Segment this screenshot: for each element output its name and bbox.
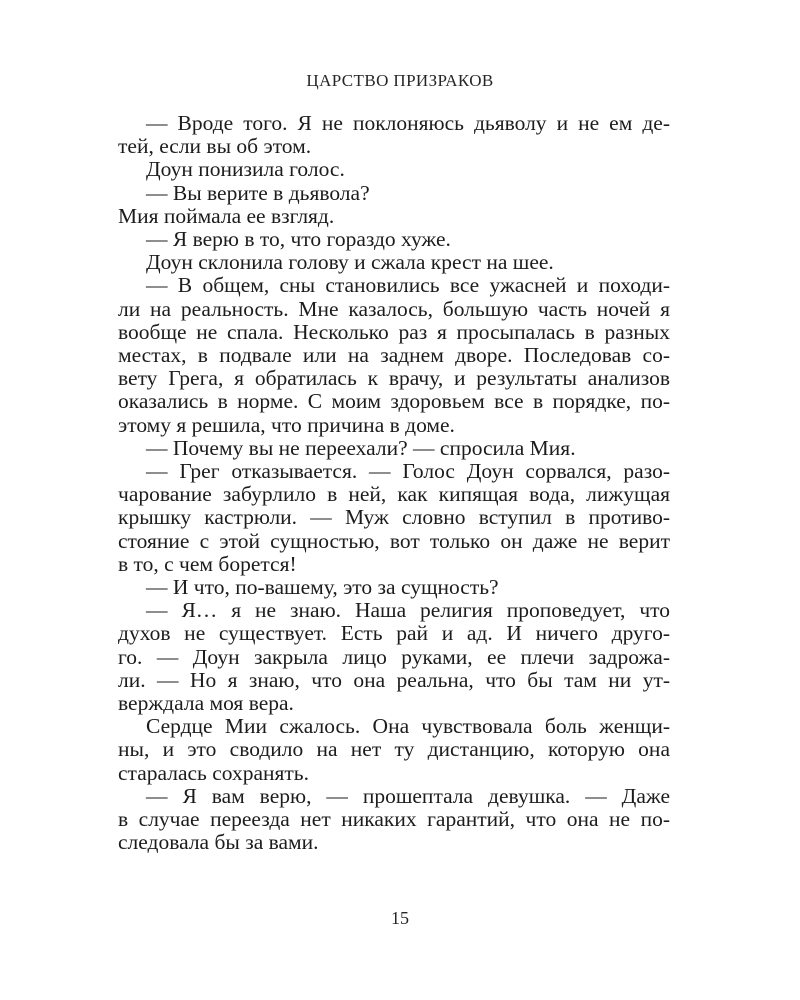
text-line: Мия поймала ее взгляд. bbox=[118, 203, 335, 228]
text-line: Доун понизила голос. bbox=[146, 157, 345, 182]
text-line: — Почему вы не переехали? — спросила Мия. bbox=[146, 435, 576, 460]
text-line: — Вы верите в дьявола? bbox=[146, 180, 370, 205]
text-line: следовала бы за вами. bbox=[118, 830, 319, 855]
text-line: — Я верю в то, что гораздо хуже. bbox=[146, 227, 451, 252]
text-line: — Грег отказывается. — Голос Доун сорвался, разо- bbox=[146, 459, 670, 484]
text-line: ны, и это сводило на нет ту дистанцию, которую она bbox=[118, 737, 670, 762]
page-number: 15 bbox=[391, 908, 409, 928]
text-line: в случае переезда нет никаких гарантий, что она не по- bbox=[118, 807, 670, 832]
text-line: Сердце Мии сжалось. Она чувствовала боль женщи- bbox=[146, 714, 670, 739]
text-line: верждала моя вера. bbox=[118, 691, 294, 716]
text-line: в то, с чем борется! bbox=[118, 551, 297, 576]
running-header: ЦАРСТВО ПРИЗРАКОВ bbox=[306, 71, 494, 90]
text-line: ли. — Но я знаю, что она реальна, что бы там ни ут- bbox=[118, 667, 670, 692]
text-line: вету Грега, я обратилась к врачу, и результаты анализов bbox=[118, 366, 670, 391]
text-line: ли на реальность. Мне казалось, большую часть ночей я bbox=[118, 296, 670, 321]
text-line: — И что, по-вашему, это за сущность? bbox=[146, 575, 499, 600]
text-line: крышку кастрюли. — Муж словно вступил в противо- bbox=[118, 505, 670, 530]
text-line: местах, в подвале или на заднем дворе. Последовав со- bbox=[118, 343, 670, 368]
text-line: — Я вам верю, — прошептала девушка. — Даже bbox=[146, 783, 670, 808]
text-line: старалась сохранять. bbox=[118, 760, 309, 785]
text-line: оказались в норме. С моим здоровьем все в порядке, по- bbox=[118, 389, 670, 414]
text-line: — Вроде того. Я не поклоняюсь дьяволу и не ем де- bbox=[146, 111, 670, 135]
text-line: Доун склонила голову и сжала крест на шее. bbox=[146, 250, 554, 275]
text-line: стояние с этой сущностью, вот только он даже не верит bbox=[118, 528, 670, 553]
text-line: этому я решила, что причина в доме. bbox=[118, 412, 455, 437]
text-line: го. — Доун закрыла лицо руками, ее плечи задрожа- bbox=[118, 644, 670, 669]
text-line: — Я… я не знаю. Наша религия проповедует, что bbox=[146, 598, 670, 623]
text-line: тей, если вы об этом. bbox=[118, 134, 312, 159]
text-line: чарование забурлило в ней, как кипящая вода, лижущая bbox=[118, 482, 670, 507]
body-text bbox=[118, 112, 670, 855]
text-line: вообще не спала. Несколько раз я просыпалась в разных bbox=[118, 319, 670, 344]
text-line: — В общем, сны становились все ужасней и походи- bbox=[146, 273, 670, 298]
text-line: духов не существует. Есть рай и ад. И ничего друго- bbox=[118, 621, 670, 646]
